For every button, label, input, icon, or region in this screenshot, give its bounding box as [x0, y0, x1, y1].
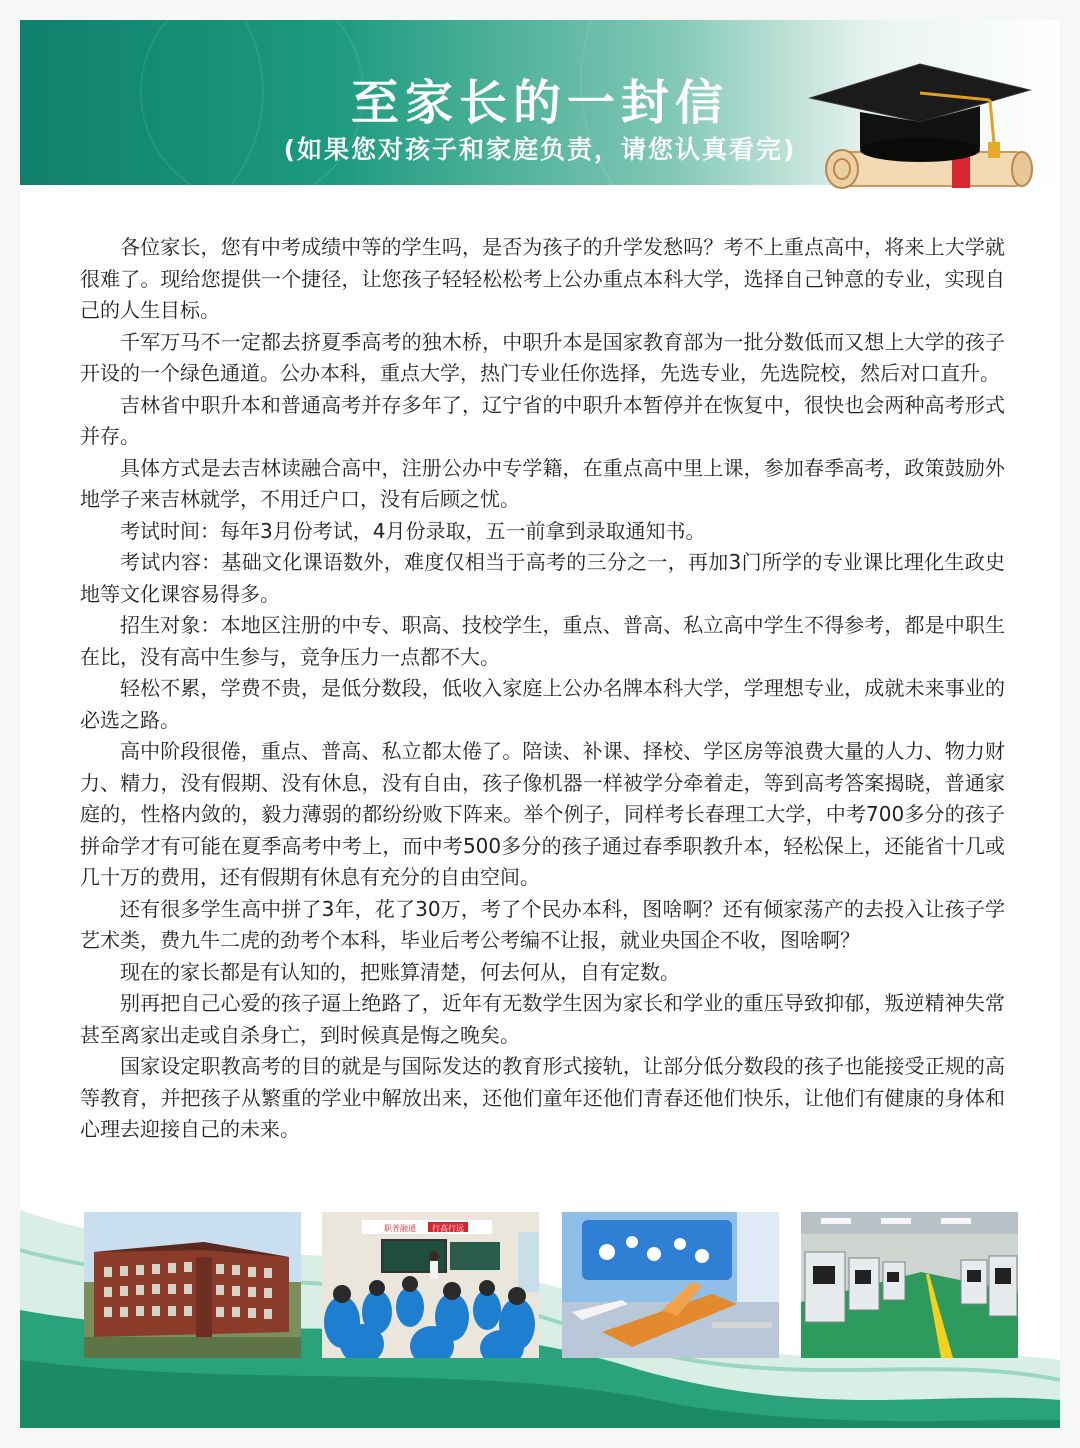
letter-paragraph: 现在的家长都是有认知的，把账算清楚，何去何从，自有定数。: [120, 959, 680, 984]
letter-paragraph: 轻松不累，学费不贵，是低分数段，低收入家庭上公办名牌本科大学，学理想专业，成就未来事业的必选之路。: [80, 676, 1005, 732]
letter-paragraph: 各位家长，您有中考成绩中等的学生吗，是否为孩子的升学发愁吗？考不上重点高中，将来上大学就很难了。现给您提供一个捷径，让您孩子轻轻松松考上公办重点本科大学，选择自己钟意的专业，实现自己的人生目标。: [80, 235, 1005, 322]
letter-paragraph: 考试时间：每年3月份考试，4月份录取，五一前拿到录取通知书。: [120, 518, 706, 543]
classroom-banner-right: 行高行远: [432, 1224, 464, 1233]
campus-building-photo: [84, 1212, 301, 1358]
lab-photo: [562, 1212, 779, 1358]
header-banner: [20, 20, 1060, 185]
letter-paragraph: 高中阶段很倦，重点、普高、私立都太倦了。陪读、补课、择校、学区房等浪费大量的人力、物力财力、精力，没有假期、没有休息，没有自由，孩子像机器一样被学分牵着走，等到高考答案揭晓，普通家庭的，性格内敛的，毅力薄弱的都纷纷败下阵来。举个例子，同样考长春理工大学，中考700多分的孩子拼命学才有可能在夏季高考中考上，而中考500多分的孩子通过春季职教升本，轻松保上，还能省十几或几十万的费用，还有假期有休息有充分的自由空间。: [80, 739, 1005, 889]
classroom-banner-left: 职普融通: [384, 1224, 416, 1233]
photo-strip: [20, 1190, 1060, 1428]
letter-paragraph: 还有很多学生高中拼了3年，花了30万，考了个民办本科，图啥啊？还有倾家荡产的去投入让孩子学艺术类，费九牛二虎的劲考个本科，毕业后考公考编不让报，就业央国企不收，图啥啊？: [80, 896, 1005, 952]
letter-paragraph: 具体方式是去吉林读融合高中，注册公办中专学籍，在重点高中里上课，参加春季高考，政策鼓励外地学子来吉林就学，不用迁户口，没有后顾之忧。: [80, 455, 1005, 511]
page-title: 至家长的一封信: [350, 75, 729, 131]
letter-paragraph: 国家设定职教高考的目的就是与国际发达的教育形式接轨，让部分低分数段的孩子也能接受正规的高等教育，并把孩子从繁重的学业中解放出来，还他们童年还他们青春还他们快乐，让他们有健康的身体和心理去迎接自己的未来。: [80, 1054, 1005, 1141]
letter-paragraph: 招生对象：本地区注册的中专、职高、技校学生，重点、普高、私立高中学生不得参考，都是中职生在比，没有高中生参与，竞争压力一点都不大。: [80, 613, 1005, 669]
letter-paragraph: 考试内容：基础文化课语数外，难度仅相当于高考的三分之一，再加3门所学的专业课比理化生政史地等文化课容易得多。: [80, 550, 1005, 606]
classroom-photo: [322, 1212, 539, 1358]
graduation-cap-icon: [780, 60, 1040, 190]
letter-body: [80, 232, 1005, 1146]
letter-paragraph: 吉林省中职升本和普通高考并存多年了，辽宁省的中职升本暂停并在恢复中，很快也会两种高考形式并存。: [80, 392, 1005, 448]
page-subtitle: (如果您对孩子和家庭负责，请您认真看完): [283, 135, 797, 164]
letter-poster: [20, 20, 1060, 1428]
workshop-photo: [801, 1212, 1018, 1358]
letter-paragraph: 别再把自己心爱的孩子逼上绝路了，近年有无数学生因为家长和学业的重压导致抑郁，叛逆精神失常甚至离家出走或自杀身亡，到时候真是悔之晚矣。: [80, 991, 1005, 1047]
letter-paragraph: 千军万马不一定都去挤夏季高考的独木桥，中职升本是国家教育部为一批分数低而又想上大学的孩子开设的一个绿色通道。公办本科，重点大学，热门专业任你选择，先选专业，先选院校，然后对口直升。: [80, 329, 1005, 385]
